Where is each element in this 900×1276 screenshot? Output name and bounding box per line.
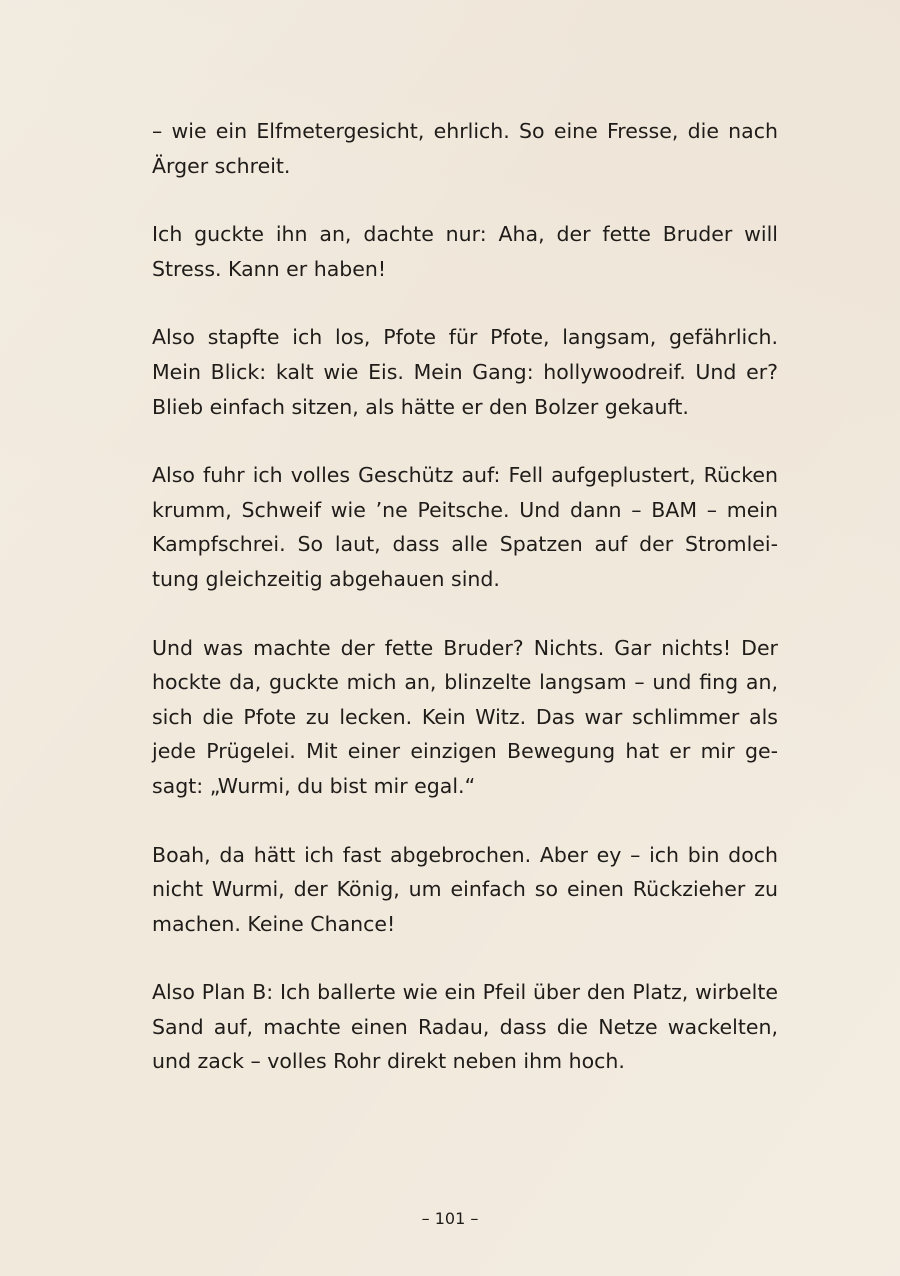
paragraph: Ich guckte ihn an, dachte nur: Aha, der fette Bruder will Stress. Kann er haben! — [152, 222, 778, 281]
paragraph: Und was machte der fette Bruder? Nichts. Gar nichts! Der hockte da, guckte mich an, blinzelte langsam – und fing an, sich die Pfote zu lecken. Kein Witz. Das war schlimmer als jede Prügelei. Mit einer einzigen Bewegung hat er mir ge-sagt: „Wurmi, du bist mir egal.“ — [152, 635, 778, 798]
paragraph: Also fuhr ich volles Geschütz auf: Fell aufgeplustert, Rücken krumm, Schweif wie ’ne Peitsche. Und dann – BAM – mein Kampfschrei. So laut, dass alle Spatzen auf der Stromlei-tung gleichzeitig abgehauen sind. — [152, 463, 778, 591]
paragraph: Boah, da hätt ich fast abgebrochen. Aber ey – ich bin doch nicht Wurmi, der König, um einfach so einen Rückzieher zu machen. Keine Chance! — [152, 842, 778, 936]
body-text — [152, 114, 778, 1079]
paragraph: Also stapfte ich los, Pfote für Pfote, langsam, gefährlich. Mein Blick: kalt wie Eis. Mein Gang: hollywoodreif. Und er? Blieb einfach sitzen, als hätte er den Bolzer gekauft. — [152, 325, 778, 419]
paragraph: Also Plan B: Ich ballerte wie ein Pfeil über den Platz, wirbelte Sand auf, machte einen Radau, dass die Netze wackelten, und zack – volles Rohr direkt neben ihm hoch. — [152, 980, 778, 1074]
paragraph: – wie ein Elfmetergesicht, ehrlich. So eine Fresse, die nach Ärger schreit. — [152, 119, 778, 178]
page-number: – 101 – — [421, 1209, 479, 1228]
